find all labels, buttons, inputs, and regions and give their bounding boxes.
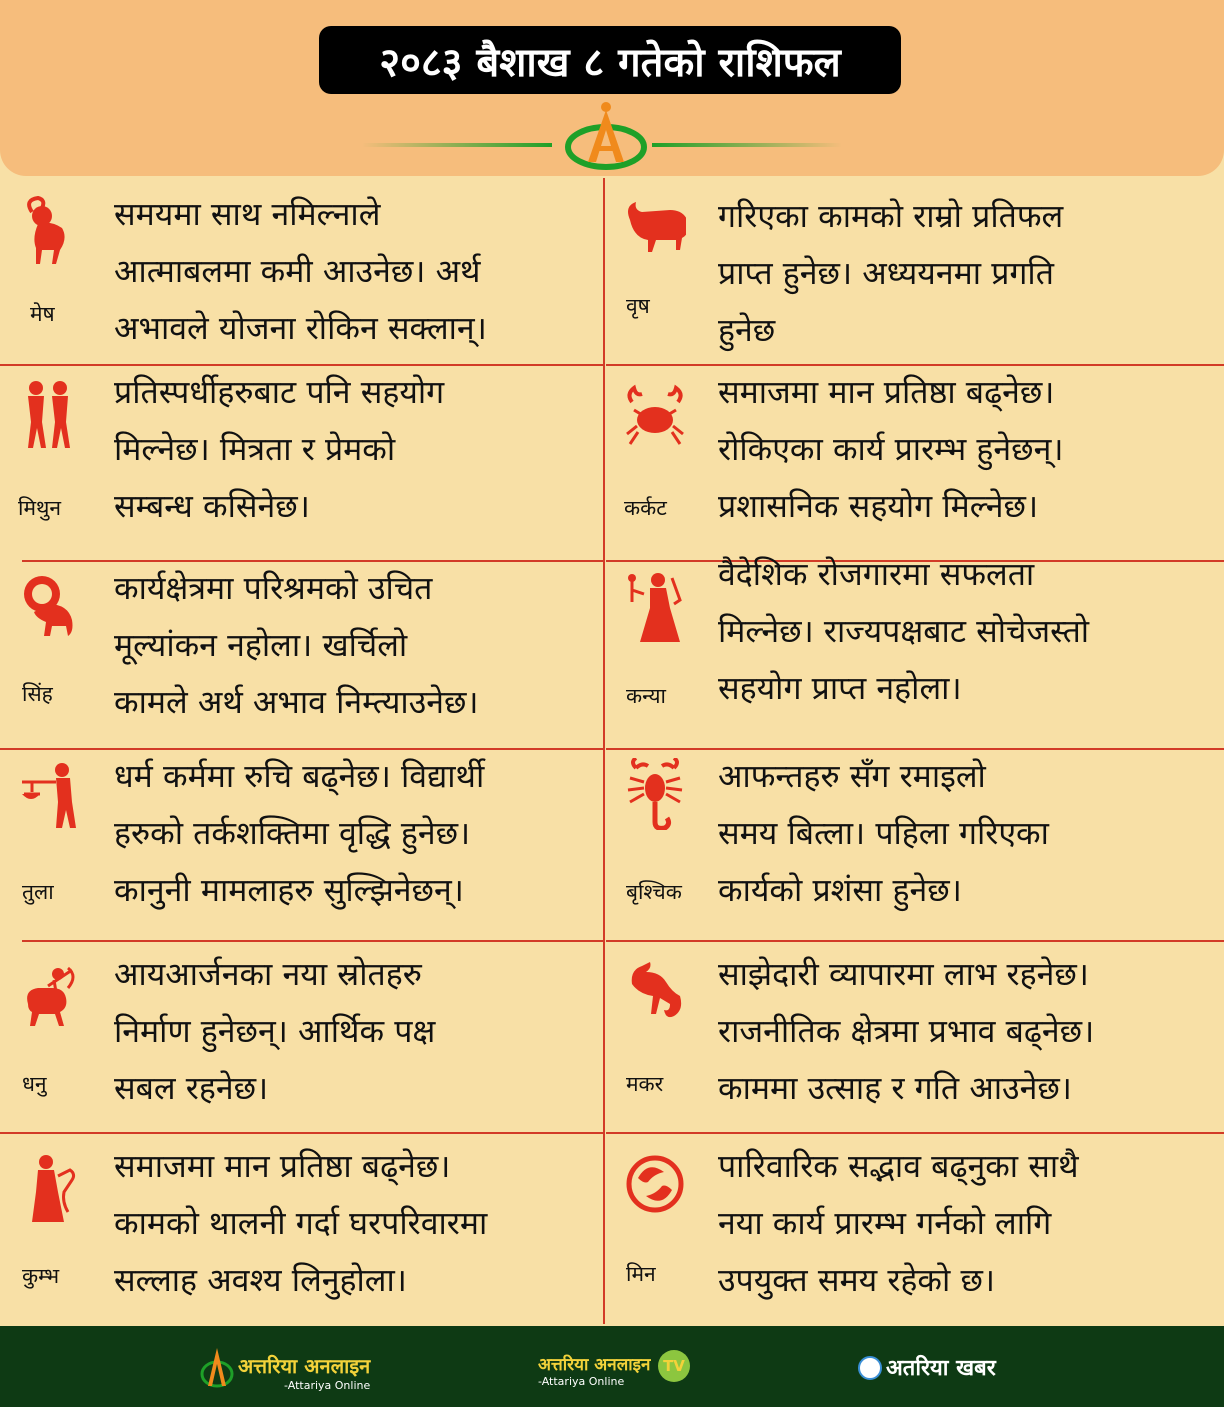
prediction-line: कार्यको प्रशंसा हुनेछ। <box>718 871 962 909</box>
scorpio-scorpion-icon <box>624 758 686 830</box>
prediction-line: गरिएका कामको राम्रो प्रतिफल <box>718 197 1064 235</box>
prediction-line: प्राप्त हुनेछ। अध्ययनमा प्रगति <box>718 254 1054 292</box>
sign-prediction <box>718 364 1064 535</box>
sign-name: कर्कट <box>624 496 667 520</box>
logo-divider-left <box>362 143 552 147</box>
sign-prediction <box>114 1138 487 1309</box>
tv-badge-icon <box>658 1350 690 1382</box>
sign-name: मेष <box>30 302 55 326</box>
sign-name: धनु <box>22 1072 47 1096</box>
brand1-subtitle: -Attariya Online <box>284 1379 371 1392</box>
aquarius-water-bearer-icon <box>18 1152 80 1224</box>
sign-card <box>0 748 603 940</box>
brand1-title: अत्तरिया अनलाइन <box>238 1354 371 1378</box>
prediction-line: मूल्यांकन नहोला। खर्चिलो <box>114 626 408 664</box>
prediction-line: हुनेछ <box>718 311 776 349</box>
sign-name: वृष <box>626 294 650 318</box>
sign-prediction <box>114 186 487 357</box>
prediction-line: हरुको तर्कशक्तिमा वृद्धि हुनेछ। <box>114 814 471 852</box>
sign-prediction <box>114 748 484 919</box>
brand2-title: अत्तरिया अनलाइन <box>538 1355 651 1375</box>
sign-name: तुला <box>22 880 54 904</box>
sign-prediction <box>114 364 444 535</box>
prediction-line: कामको थालनी गर्दा घरपरिवारमा <box>114 1204 488 1242</box>
prediction-line: समाजमा मान प्रतिष्ठा बढ्नेछ। <box>718 373 1055 411</box>
prediction-line: रोकिएका कार्य प्रारम्भ हुनेछन्। <box>718 430 1064 468</box>
capricorn-goat-icon <box>624 960 686 1032</box>
prediction-line: अभावले योजना रोकिन सक्लान्। <box>114 309 487 347</box>
prediction-line: निर्माण हुनेछन्। आर्थिक पक्ष <box>114 1012 436 1050</box>
prediction-line: आत्माबलमा कमी आउनेछ। अर्थ <box>114 252 481 290</box>
prediction-line: सम्बन्ध कसिनेछ। <box>114 487 310 525</box>
sagittarius-archer-icon <box>18 964 80 1036</box>
title-box <box>319 26 901 94</box>
prediction-line: कानुनी मामलाहरु सुल्झिनेछन्। <box>114 871 464 909</box>
prediction-line: समयमा साथ नमिल्नाले <box>114 195 381 233</box>
sign-prediction <box>718 188 1063 359</box>
sign-card <box>606 178 1224 364</box>
sign-prediction <box>718 1138 1079 1309</box>
prediction-line: कामले अर्थ अभाव निम्त्याउनेछ। <box>114 683 479 721</box>
brand3-title: अतरिया खबर <box>886 1356 996 1381</box>
prediction-line: मिल्नेछ। राज्यपक्षबाट सोचेजस्तो <box>718 612 1090 650</box>
attariya-a-logo-icon <box>200 1342 234 1390</box>
sign-prediction <box>718 546 1089 717</box>
cancer-crab-icon <box>624 382 686 454</box>
page-title: २०८३ बैशाख ८ गतेको राशिफल <box>379 39 841 86</box>
sign-name: मिथुन <box>18 496 62 520</box>
sign-prediction <box>114 560 479 731</box>
prediction-line: नया कार्य प्रारम्भ गर्नको लागि <box>718 1204 1052 1242</box>
prediction-line: वैदेशिक रोजगारमा सफलता <box>718 555 1035 593</box>
sign-name: कुम्भ <box>22 1264 60 1288</box>
gemini-twins-icon <box>18 378 80 450</box>
sign-card <box>606 1132 1224 1324</box>
prediction-line: समय बित्ला। पहिला गरिएका <box>718 814 1049 852</box>
sign-card <box>0 940 603 1132</box>
sign-card <box>0 560 603 748</box>
prediction-line: धर्म कर्ममा रुचि बढ्नेछ। विद्यार्थी <box>114 757 485 795</box>
attariya-a-logo-icon <box>562 100 650 172</box>
prediction-line: प्रतिस्पर्धीहरुबाट पनि सहयोग <box>114 373 445 411</box>
sign-card <box>0 364 603 560</box>
prediction-line: सबल रहनेछ। <box>114 1069 269 1107</box>
horoscope-grid <box>0 178 1224 1326</box>
sign-name: सिंह <box>22 682 53 706</box>
sign-name: कन्या <box>626 684 666 708</box>
prediction-line: साझेदारी व्यापारमा लाभ रहनेछ। <box>718 955 1089 993</box>
prediction-line: सहयोग प्राप्त नहोला। <box>718 669 962 707</box>
prediction-line: उपयुक्त समय रहेको छ। <box>718 1261 996 1299</box>
sign-prediction <box>114 946 435 1117</box>
tv-badge-label: TV <box>663 1357 685 1375</box>
prediction-line: समाजमा मान प्रतिष्ठा बढ्नेछ। <box>114 1147 451 1185</box>
sign-card <box>606 364 1224 560</box>
footer-bar <box>0 1326 1224 1407</box>
logo-divider-right <box>652 143 842 147</box>
sign-card <box>606 940 1224 1132</box>
globe-icon <box>858 1356 882 1380</box>
libra-scales-icon <box>18 760 80 832</box>
sign-prediction <box>718 748 1049 919</box>
prediction-line: पारिवारिक सद्भाव बढ्नुका साथै <box>718 1147 1079 1185</box>
sign-name: मकर <box>626 1072 664 1096</box>
center-divider <box>603 178 605 1324</box>
brand2-subtitle: -Attariya Online <box>538 1375 625 1388</box>
sign-card <box>606 555 1224 748</box>
sign-name: मिन <box>626 1262 656 1286</box>
prediction-line: सल्लाह अवश्य लिनुहोला। <box>114 1261 407 1299</box>
leo-lion-icon <box>18 570 80 642</box>
prediction-line: कार्यक्षेत्रमा परिश्रमको उचित <box>114 569 433 607</box>
prediction-line: आयआर्जनका नया स्रोतहरु <box>114 955 422 993</box>
prediction-line: आफन्तहरु सँग रमाइलो <box>718 757 986 795</box>
prediction-line: काममा उत्साह र गति आउनेछ। <box>718 1069 1072 1107</box>
sign-card <box>0 1132 603 1324</box>
prediction-line: राजनीतिक क्षेत्रमा प्रभाव बढ्नेछ। <box>718 1012 1095 1050</box>
aries-ram-icon <box>18 196 80 268</box>
prediction-line: मिल्नेछ। मित्रता र प्रेमको <box>114 430 396 468</box>
taurus-bull-icon <box>624 194 686 266</box>
virgo-maiden-icon <box>624 570 686 642</box>
sign-name: बृश्चिक <box>626 880 682 904</box>
sign-card <box>606 748 1224 940</box>
sign-prediction <box>718 946 1094 1117</box>
pisces-fish-icon <box>624 1148 686 1220</box>
sign-card <box>0 178 603 364</box>
header-banner <box>0 0 1224 176</box>
prediction-line: प्रशासनिक सहयोग मिल्नेछ। <box>718 487 1039 525</box>
